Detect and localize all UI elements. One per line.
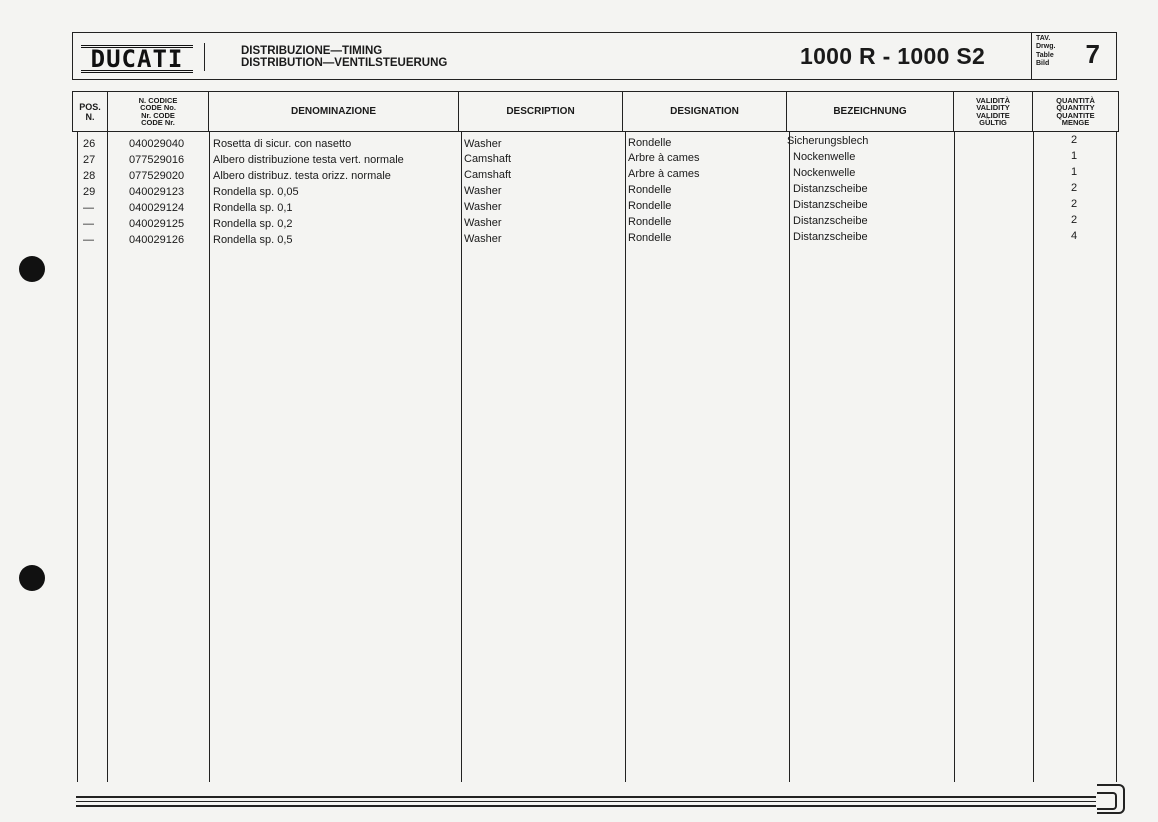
row-qty: 2 xyxy=(1071,182,1078,194)
table-header xyxy=(72,91,1119,132)
table-number: 7 xyxy=(1085,39,1100,69)
col-header-code: N. CODICE CODE No. Nr. CODE CODE Nr. xyxy=(138,95,178,127)
model-name: 1000 R - 1000 S2 xyxy=(800,43,986,69)
table-number-box xyxy=(1031,33,1116,79)
row-description: Washer xyxy=(464,201,502,213)
row-qty: 1 xyxy=(1071,166,1078,178)
col-divider xyxy=(107,132,108,782)
col-divider xyxy=(461,132,462,782)
row-designation: Arbre à cames xyxy=(628,152,700,164)
page-corner-mark xyxy=(1097,784,1125,814)
row-pos: 27 xyxy=(83,154,96,166)
col-divider xyxy=(1033,132,1034,782)
row-denominazione: Rondella sp. 0,1 xyxy=(213,202,293,214)
row-designation: Rondelle xyxy=(628,200,672,212)
col-header-pos: POS. N. xyxy=(79,101,101,122)
row-qty: 4 xyxy=(1071,230,1078,242)
row-qty: 2 xyxy=(1071,134,1078,146)
row-denominazione: Rondella sp. 0,2 xyxy=(213,218,293,230)
row-description: Camshaft xyxy=(464,169,512,181)
row-code: 040029124 xyxy=(129,202,185,214)
row-designation: Arbre à cames xyxy=(628,168,700,180)
row-pos: — xyxy=(83,218,94,230)
row-bezeichnung: Distanzscheibe xyxy=(793,183,868,195)
row-description: Washer xyxy=(464,217,502,229)
col-divider xyxy=(954,132,955,782)
row-bezeichnung: Distanzscheibe xyxy=(793,199,868,211)
row-pos: — xyxy=(83,202,94,214)
page-header xyxy=(72,32,1117,80)
row-code: 040029126 xyxy=(129,234,185,246)
row-code: 040029125 xyxy=(129,218,185,230)
row-code: 077529020 xyxy=(129,170,185,182)
footer-rule xyxy=(76,796,1096,798)
row-code: 040029040 xyxy=(129,138,185,150)
header-divider xyxy=(204,43,205,71)
row-pos: 29 xyxy=(83,186,96,198)
row-denominazione: Rondella sp. 0,5 xyxy=(213,234,293,246)
col-header-quantity: QUANTITÀ QUANTITY QUANTITE MENGE xyxy=(1056,95,1095,127)
col-divider xyxy=(209,132,210,782)
footer-rule xyxy=(76,805,1096,807)
col-divider xyxy=(77,132,78,782)
col-header-designation: DESIGNATION xyxy=(670,106,739,117)
row-code: 040029123 xyxy=(129,186,185,198)
col-divider xyxy=(789,132,790,782)
drwg-label: Drwg. xyxy=(1036,43,1056,51)
footer-rule xyxy=(76,801,1096,802)
row-designation: Rondelle xyxy=(628,232,672,244)
col-divider xyxy=(786,91,787,132)
row-description: Camshaft xyxy=(464,153,512,165)
row-qty: 2 xyxy=(1071,214,1078,226)
row-qty: 1 xyxy=(1071,150,1078,162)
col-header-bezeichnung: BEZEICHNUNG xyxy=(833,106,907,117)
row-denominazione: Rondella sp. 0,05 xyxy=(213,186,299,198)
row-pos: 28 xyxy=(83,170,96,182)
row-code: 077529016 xyxy=(129,154,185,166)
row-bezeichnung: Distanzscheibe xyxy=(793,215,868,227)
col-divider xyxy=(953,91,954,132)
col-header-denominazione: DENOMINAZIONE xyxy=(291,106,376,117)
row-designation: Rondelle xyxy=(628,216,672,228)
title-italian: DISTRIBUZIONE—TIMING xyxy=(241,45,383,57)
col-divider xyxy=(625,132,626,782)
row-description: Washer xyxy=(464,185,502,197)
title-english-german: DISTRIBUTION—VENTILSTEUERUNG xyxy=(241,57,448,69)
page-title xyxy=(241,45,447,69)
col-divider xyxy=(622,91,623,132)
row-bezeichnung: Nockenwelle xyxy=(793,167,856,179)
row-pos: 26 xyxy=(83,138,96,150)
col-divider xyxy=(1116,132,1117,782)
table-label: Table xyxy=(1036,51,1054,59)
row-pos: — xyxy=(83,234,94,246)
row-bezeichnung: Nockenwelle xyxy=(793,151,856,163)
col-divider xyxy=(208,91,209,132)
row-denominazione: Albero distribuzione testa vert. normale xyxy=(213,154,404,166)
bild-label: Bild xyxy=(1036,60,1050,68)
row-denominazione: Albero distribuz. testa orizz. normale xyxy=(213,170,391,182)
row-bezeichnung: Distanzscheibe xyxy=(793,231,868,243)
tav-label: TAV. xyxy=(1036,35,1051,42)
punch-hole-bottom xyxy=(19,565,45,591)
col-header-validity: VALIDITÀ VALIDITY VALIDITE GÜLTIG xyxy=(975,95,1011,127)
row-designation: Rondelle xyxy=(628,184,672,196)
row-bezeichnung: Sicherungsblech xyxy=(787,135,869,147)
row-description: Washer xyxy=(464,138,502,150)
col-divider xyxy=(1032,91,1033,132)
ducati-logo: DUCATI xyxy=(81,45,193,73)
col-divider xyxy=(458,91,459,132)
row-denominazione: Rosetta di sicur. con nasetto xyxy=(213,138,352,150)
punch-hole-top xyxy=(19,256,45,282)
col-divider xyxy=(107,91,108,132)
table-number-labels xyxy=(1036,35,1055,69)
row-description: Washer xyxy=(464,233,502,245)
row-designation: Rondelle xyxy=(628,137,672,149)
col-header-description: DESCRIPTION xyxy=(506,106,575,117)
row-qty: 2 xyxy=(1071,198,1078,210)
